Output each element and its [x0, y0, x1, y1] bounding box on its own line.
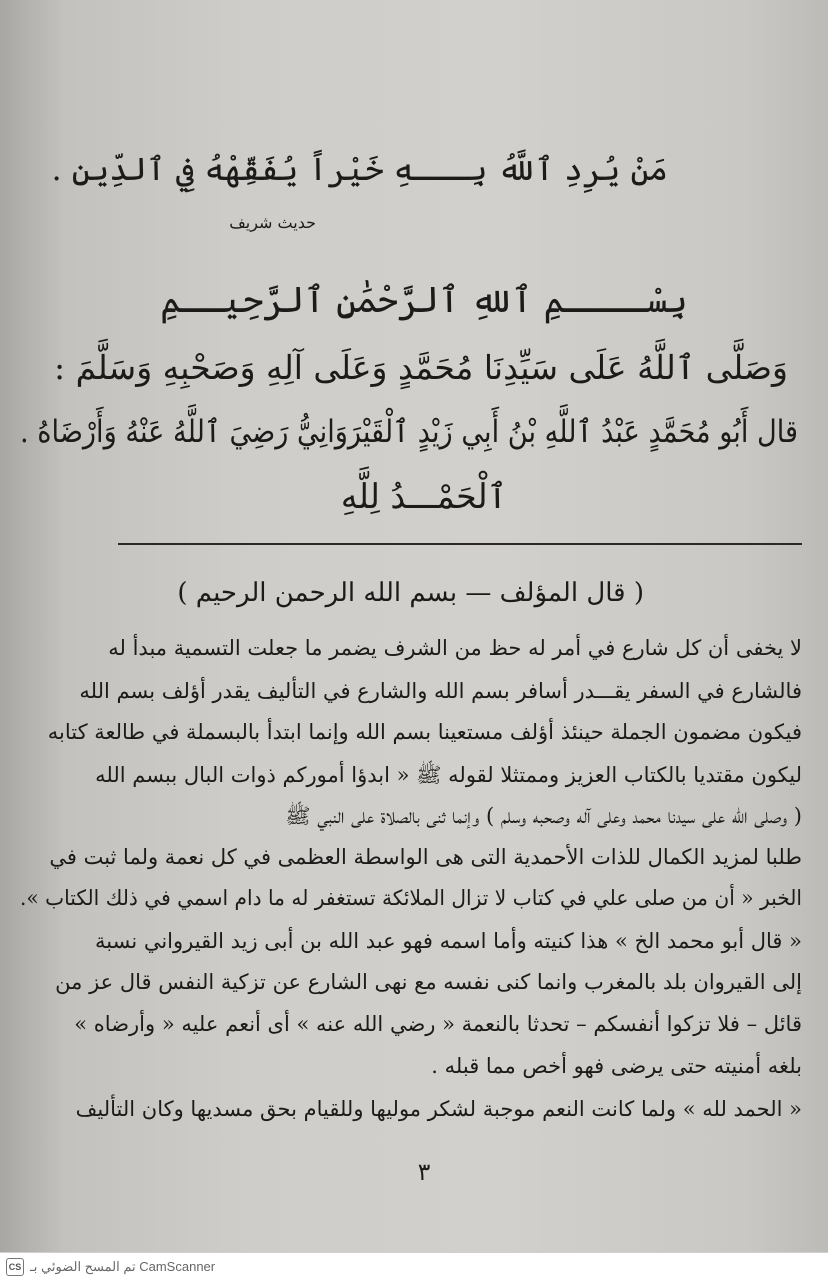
body-line: ( وصلى الله على سيدنا محمد وعلى آله وصحبه وسلم ) وإنما ثنى بالصلاة على النبي ﷺ [285, 804, 802, 828]
motto-source: حديث شريف [229, 213, 316, 232]
author-line: قال أَبُو مُحَمَّدٍ عَبْدُ ٱللَّهِ بْنُ أَبِي زَيْدٍ ٱلْقَيْرَوَانِيُّ رَضِيَ ٱللَّهُ عَنْهُ وَأَرْضَاهُ . [19, 414, 798, 450]
body-line: قائل – فلا تزكوا أنفسكم – تحدثا بالنعمة « رضي الله عنه » أى أنعم عليه « وأرضاه » [74, 1012, 802, 1036]
hamd-heading: ٱلْحَمْـــدُ لِلَّهِ [340, 477, 508, 517]
body-line: « الحمد لله » ولما كانت النعم موجبة لشكر موليها وللقيام بحق مسديها وكان التأليف [75, 1097, 802, 1121]
body-line: « قال أبو محمد الخ » هذا كنيته وأما اسمه فهو عبد الله بن أبى زيد القيرواني نسبة [94, 929, 802, 953]
basmala-heading: بِسْــــمِ ٱللهِ ٱلرَّحْمَٰنِ ٱلرَّحِيــمِ [160, 280, 688, 321]
motto-hadith: مَنْ يُرِدِ ٱللَّهُ بِـــهِ خَيْراً يُفَقِّهْهُ فِي ٱلدِّينِ . [51, 150, 668, 188]
body-line: الخبر « أن من صلى علي في كتاب لا تزال الملائكة تستغفر له ما دام اسمي في ذلك الكتاب ». [20, 886, 802, 910]
body-line: بلغه أمنيته حتى يرضى فهو أخص مما قبله . [431, 1054, 802, 1078]
body-line: فالشارع في السفر يقـــدر أسافر بسم الله والشارع في التأليف يقدر أؤلف بسم الله [79, 679, 802, 703]
body-line: ليكون مقتديا بالكتاب العزيز وممتثلا لقوله ﷺ « ابدؤا أموركم ذوات البال ببسم الله [95, 763, 802, 787]
salutation-line: وَصَلَّى ٱللَّهُ عَلَى سَيِّدِنَا مُحَمَّدٍ وَعَلَى آلِهِ وَصَحْبِهِ وَسَلَّمَ : [54, 348, 788, 387]
body-line: لا يخفى أن كل شارع في أمر له حظ من الشرف يضمر ما جعلت التسمية مبدأ له [108, 636, 802, 660]
body-line: إلى القيروان بلد بالمغرب وانما كنى نفسه مع نهى الشارع عن تزكية النفس قال عز من [55, 970, 802, 994]
horizontal-divider [118, 543, 802, 545]
scanner-caption: تم المسح الضوئي بـ CamScanner [30, 1258, 216, 1274]
page-number: ٣ [417, 1158, 431, 1186]
body-line: فيكون مضمون الجملة حينئذ أؤلف مستعينا بسم الله وإنما ابتدأ بالبسملة في طالعة كتابه [47, 720, 802, 744]
scanner-footer [0, 1252, 828, 1280]
body-line: طلبا لمزيد الكمال للذات الأحمدية التى هى الواسطة العظمى في كل نعمة ولما ثبت في [49, 845, 802, 869]
section-heading: ( قال المؤلف — بسم الله الرحمن الرحيم ) [177, 578, 644, 608]
camscanner-logo-icon: CS [6, 1258, 24, 1276]
